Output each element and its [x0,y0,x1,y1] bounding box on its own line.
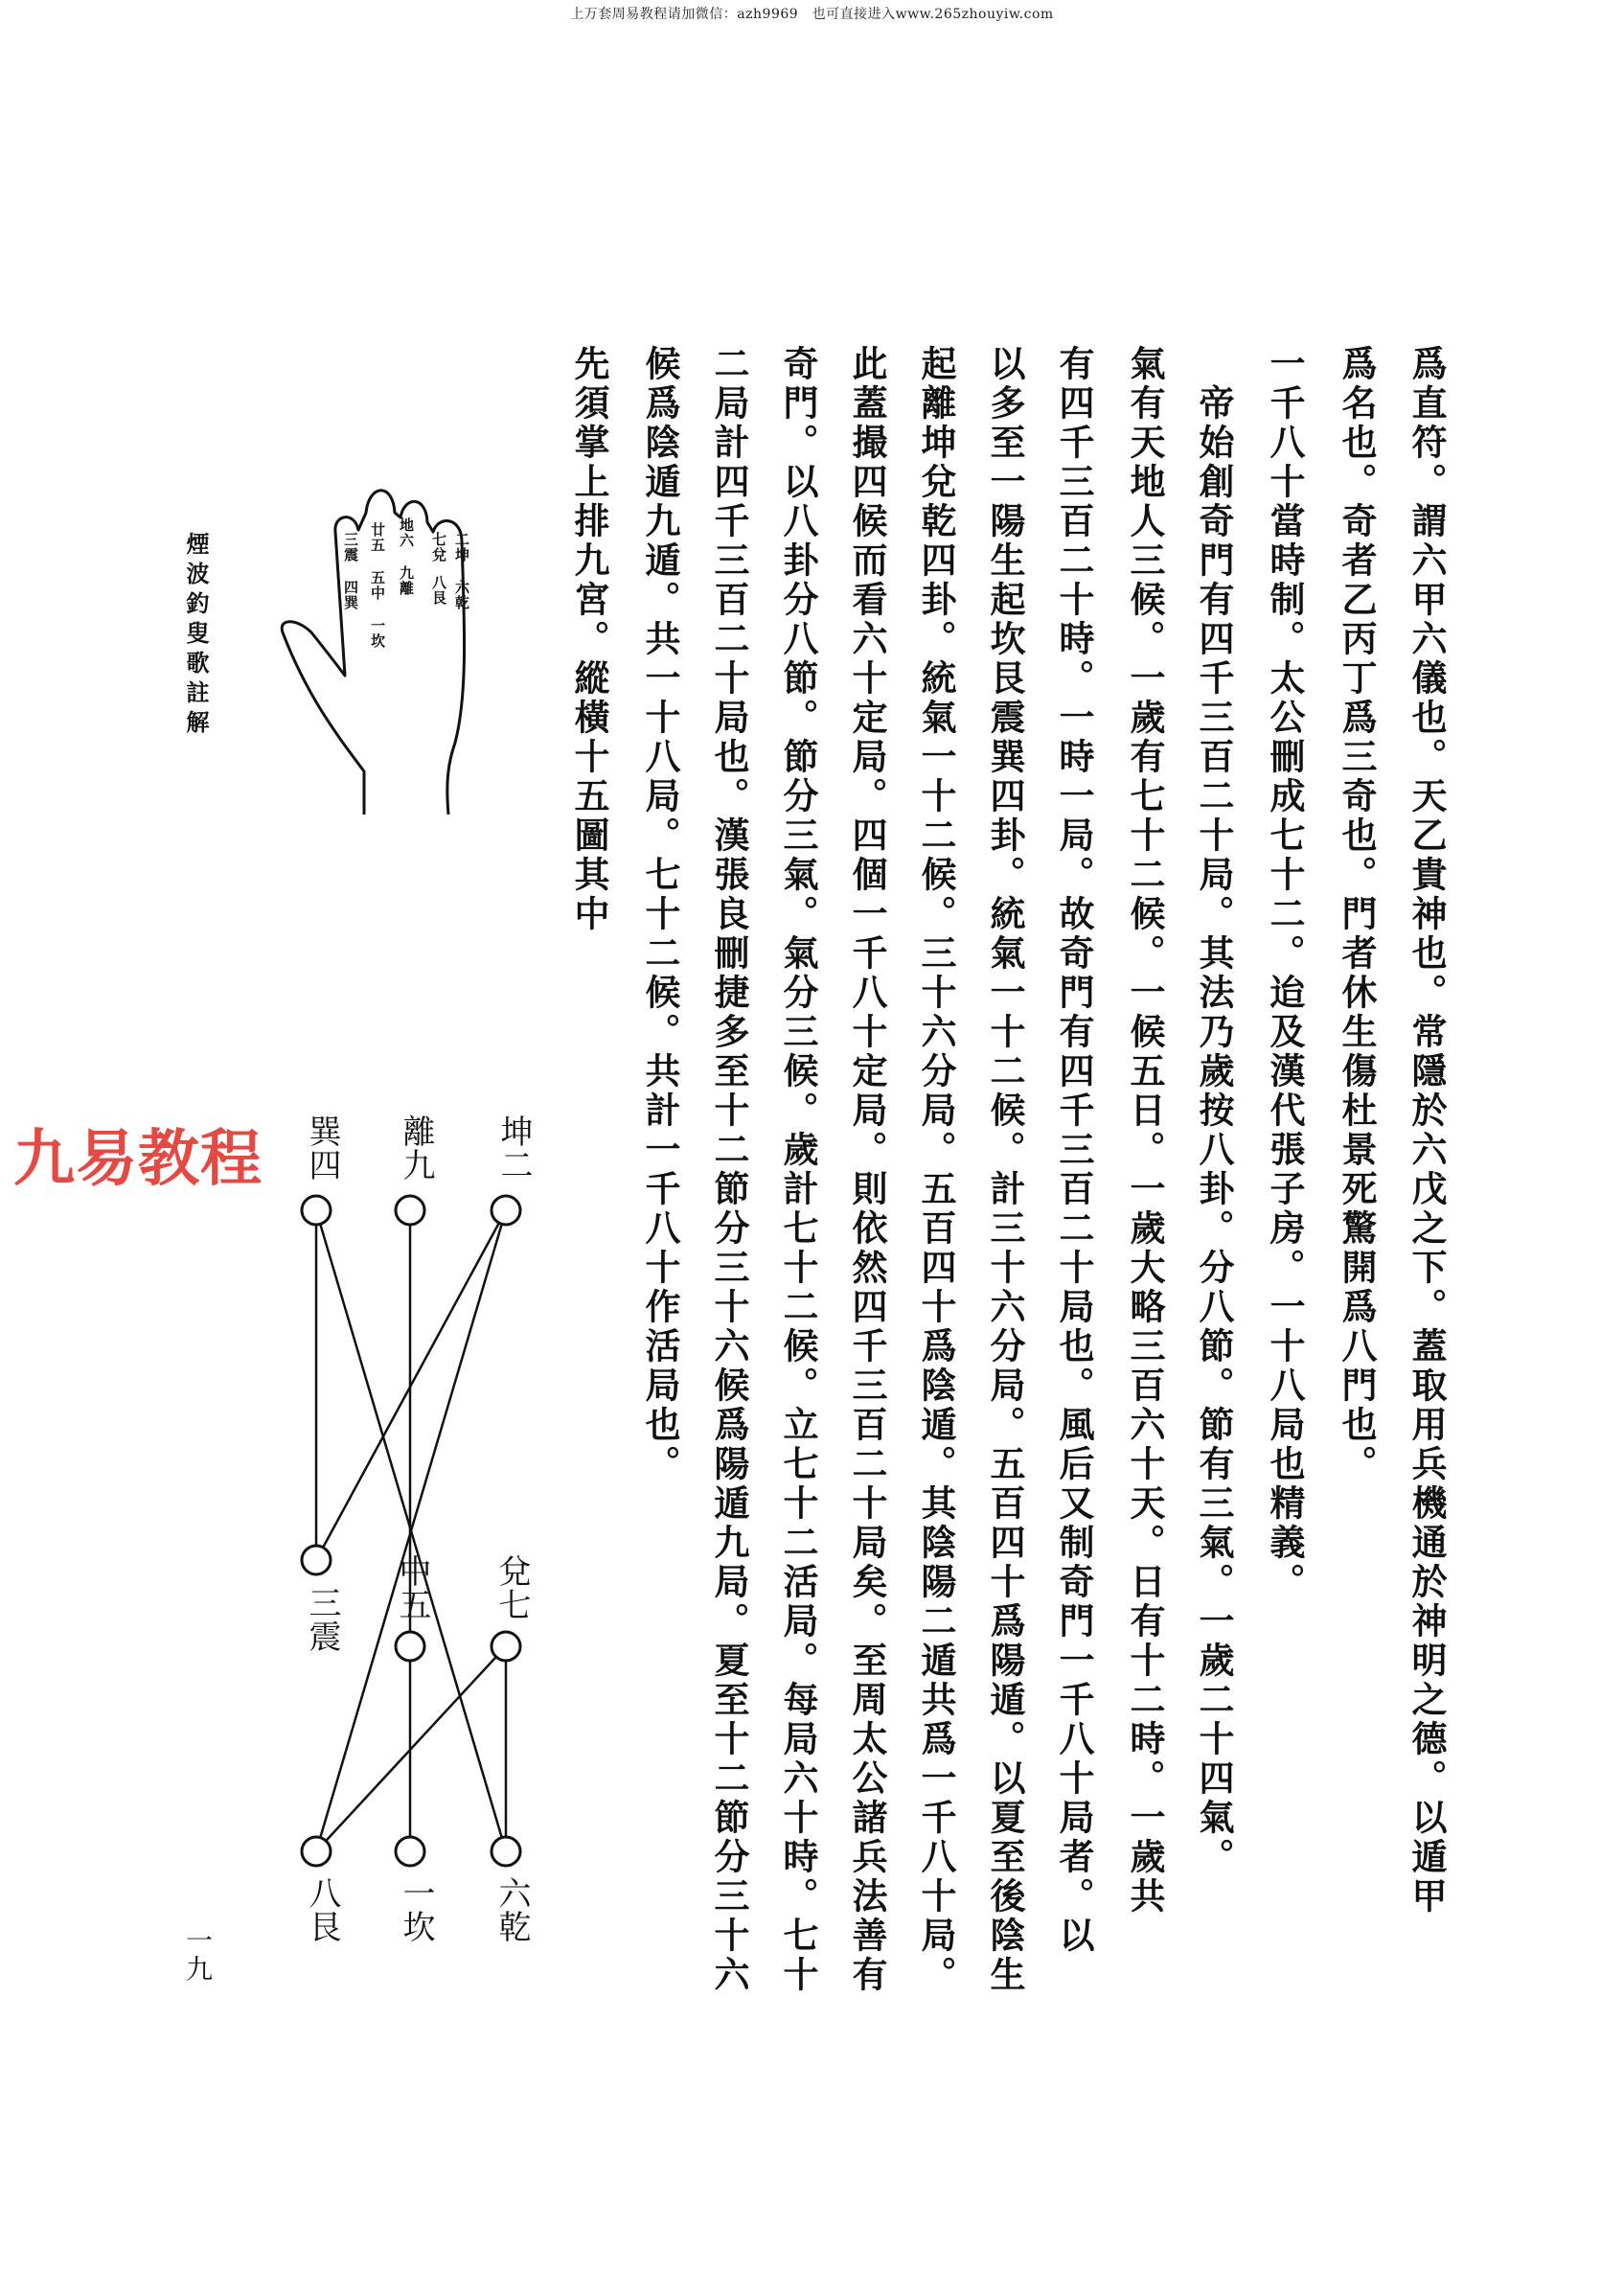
hand-label: 一坎 [369,618,386,649]
trigram-node [492,1837,520,1866]
trigram-node [396,1837,424,1866]
trigram-node [492,1196,520,1225]
text-column: 起離坤兌乾四卦。統氣一十二候。三十六分局。五百四十爲陰遁。其陰陽二遁共爲一千八十局。 [915,345,957,1995]
hand-label: 地六 [398,517,415,548]
text-column: 候爲陰遁九遁。共一十八局。七十二候。共計一千八十作活局也。 [639,345,681,1484]
node-label-gen: 八艮 [303,1876,341,1943]
trigram-node [396,1196,424,1225]
text-column: 此蓋撮四候而看六十定局。四個一千八十定局。則依然四千三百二十局矣。至周太公諸兵法善有 [846,345,888,1995]
text-column: 爲名也。奇者乙丙丁爲三奇也。門者休生傷杜景死驚開爲八門也。 [1336,345,1378,1484]
hand-label: 三震 [342,532,359,563]
node-label-xun: 巽四 [303,1114,341,1182]
node-label-kan: 一坎 [397,1876,435,1943]
hand-label: 八艮 [430,575,447,606]
text-column: 帝始創奇門有四千三百二十局。其法乃歲按八卦。分八節。節有三氣。一歲二十四氣。 [1193,345,1235,1877]
top-banner: 上万套周易教程请加微信：azh9969 也可直接进入www.265zhouyiw.com [570,7,1054,22]
node-label-qian: 六乾 [492,1876,531,1943]
node-label-li: 離九 [397,1114,435,1182]
node-label-zhong: 中五 [393,1554,431,1621]
trigram-node [396,1632,424,1661]
text-column: 一千八十當時制。太公刪成七十二。迨及漢代張子房。一十八局也精義。 [1264,345,1306,1602]
trigram-node [302,1196,331,1225]
hand-label: 廿五 [369,522,386,553]
hand-label: 五中 [369,570,386,601]
page-number: 一九 [182,1926,214,1984]
watermark-logo: 九易教程 [13,1124,263,1195]
trigram-node [302,1546,331,1574]
node-label-dui: 兌七 [492,1554,531,1621]
trigram-node [302,1837,331,1866]
text-column: 二局計四千三百二十局也。漢張良刪捷多至十二節分三十六候爲陽遁九局。夏至十二節分三十六 [708,345,750,1995]
text-column: 先須掌上排九宮。縱橫十五圖其中 [568,345,610,934]
text-column: 爲直符。謂六甲六儀也。天乙貴神也。常隱於六戊之下。蓋取用兵機通於神明之德。以遁甲 [1406,345,1448,1917]
text-column: 以多至一陽生起坎艮震巽四卦。統氣一十二候。計三十六分局。五百四十爲陽遁。以夏至後陰生 [984,345,1026,1995]
text-column: 奇門。以八卦分八節。節分三氣。氣分三候。歲計七十二候。立七十二活局。每局六十時。七十 [777,345,819,1995]
node-label-kun: 坤二 [494,1114,533,1182]
hand-label: 七兌 [430,532,447,563]
hand-label: 九離 [398,565,415,596]
book-title: 煙波釣叟歌註解 [182,532,210,740]
text-column: 氣有天地人三候。一歲有七十二候。一候五日。一歲大略三百六十天。日有十二時。一歲共 [1124,345,1166,1917]
hand-label: 四巽 [342,580,359,610]
text-column: 有四千三百二十時。一時一局。故奇門有四千三百二十局也。風后又制奇門一千八十局者。以 [1053,345,1095,1956]
hand-label: 六乾 [453,580,470,610]
hand-label: 二坤 [453,532,470,563]
node-label-zhen: 三震 [303,1586,341,1653]
trigram-node [492,1632,520,1661]
